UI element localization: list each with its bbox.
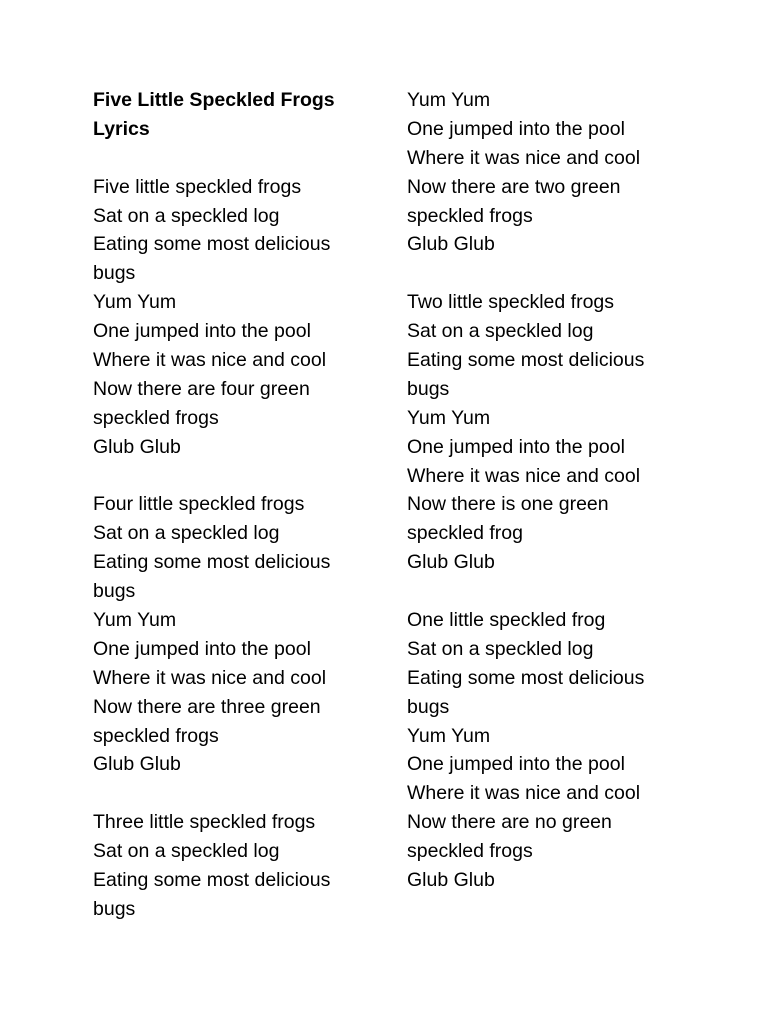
stanza-gap: [407, 259, 697, 288]
stanza-gap: [93, 462, 383, 491]
lyric-line: One jumped into the pool: [407, 117, 625, 140]
lyric-line: Now there are no green: [407, 811, 612, 834]
lyric-line: Glub Glub: [407, 551, 495, 574]
lyric-line: speckled frogs: [93, 724, 219, 747]
left-column: [93, 86, 383, 924]
lyric-line: Glub Glub: [407, 233, 495, 256]
right-stanzas: [407, 86, 697, 895]
lyric-line: Now there is one green: [407, 493, 609, 516]
lyric-line: Yum Yum: [407, 89, 491, 111]
stanza: [93, 808, 383, 924]
stanza: [93, 490, 383, 779]
lyric-line: Eating some most delicious: [93, 233, 331, 256]
lyric-line: bugs: [407, 695, 450, 718]
lyric-line: One jumped into the pool: [407, 435, 625, 458]
lyric-line: speckled frogs: [407, 204, 533, 227]
lyric-line: Eating some most delicious: [93, 869, 331, 892]
lyric-line: speckled frogs: [93, 406, 219, 429]
lyric-line: Yum Yum: [93, 609, 177, 632]
lyric-line: One little speckled frog: [407, 609, 606, 632]
stanza: [407, 288, 697, 577]
lyric-line: One jumped into the pool: [93, 320, 311, 343]
lyric-line: bugs: [407, 377, 450, 400]
lyric-line: speckled frogs: [407, 840, 533, 863]
lyric-line: One jumped into the pool: [407, 753, 625, 776]
lyric-line: Now there are two green: [407, 175, 621, 198]
lyric-line: Eating some most delicious: [407, 349, 645, 372]
lyric-line: Glub Glub: [93, 753, 181, 776]
lyric-line: Yum Yum: [93, 291, 177, 314]
lyric-line: Sat on a speckled log: [407, 637, 594, 660]
document-title: [93, 86, 383, 144]
lyric-line: Where it was nice and cool: [407, 464, 641, 487]
lyric-line: Sat on a speckled log: [93, 522, 280, 545]
stanza-gap: [93, 144, 383, 173]
lyric-line: Sat on a speckled log: [93, 840, 280, 863]
lyric-line: Now there are three green: [93, 695, 321, 718]
right-column: [407, 86, 697, 895]
lyric-line: bugs: [93, 897, 136, 920]
lyric-line: Now there are four green: [93, 377, 310, 400]
lyric-line: Where it was nice and cool: [93, 349, 327, 372]
lyric-line: bugs: [93, 580, 136, 603]
lyric-line: Yum Yum: [407, 406, 491, 429]
lyric-line: Five little speckled frogs: [93, 175, 302, 198]
lyric-line: Two little speckled frogs: [407, 291, 615, 314]
stanza: [93, 173, 383, 462]
lyric-line: Where it was nice and cool: [93, 666, 327, 689]
lyric-line: Sat on a speckled log: [407, 320, 594, 343]
title-line: Lyrics: [93, 117, 150, 140]
lyric-line: speckled frog: [407, 522, 523, 545]
lyric-line: Eating some most delicious: [407, 666, 645, 689]
lyric-line: One jumped into the pool: [93, 637, 311, 660]
lyric-line: Glub Glub: [93, 435, 181, 458]
lyric-line: Sat on a speckled log: [93, 204, 280, 227]
lyric-line: Four little speckled frogs: [93, 493, 305, 516]
stanza-gap: [93, 779, 383, 808]
lyric-line: Where it was nice and cool: [407, 146, 641, 169]
lyric-line: bugs: [93, 262, 136, 285]
title-line: Five Little Speckled Frogs: [93, 89, 335, 111]
stanza: [407, 606, 697, 895]
lyric-line: Three little speckled frogs: [93, 811, 316, 834]
lyric-line: Yum Yum: [407, 724, 491, 747]
lyric-line: Where it was nice and cool: [407, 782, 641, 805]
stanza: [407, 86, 697, 259]
lyric-line: Eating some most delicious: [93, 551, 331, 574]
lyric-line: Glub Glub: [407, 869, 495, 892]
left-stanzas: [93, 144, 383, 924]
stanza-gap: [407, 577, 697, 606]
